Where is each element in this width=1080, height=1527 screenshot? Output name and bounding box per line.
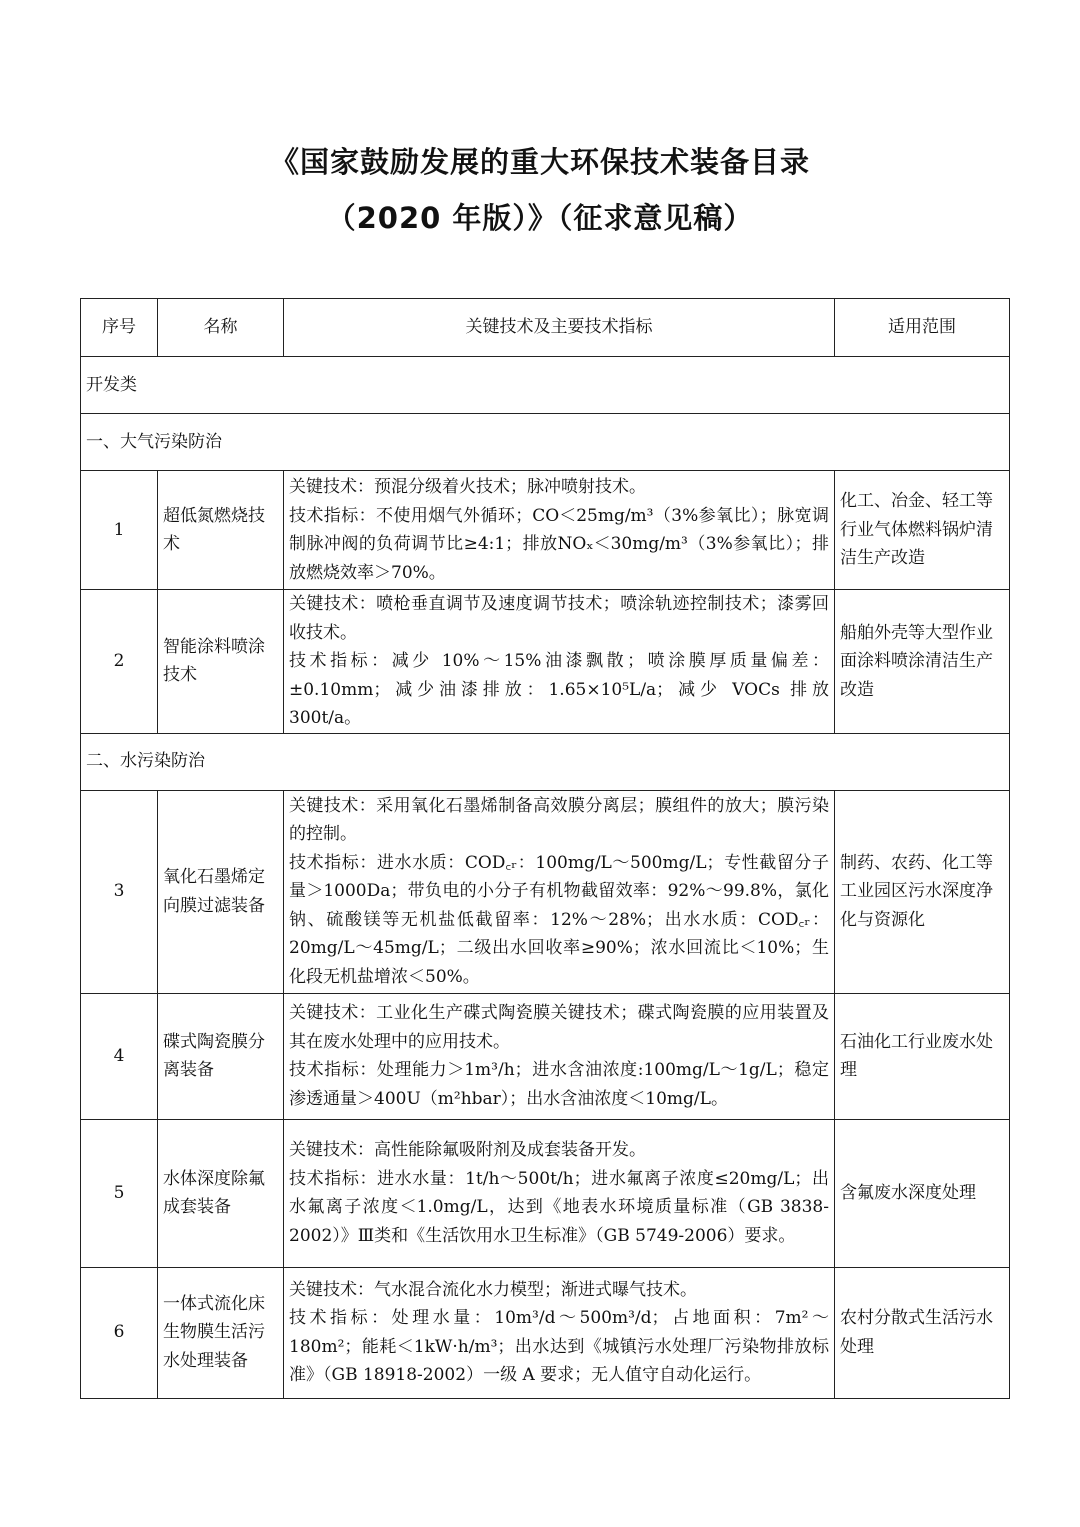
row-name: 氧化石墨烯定向膜过滤装备	[158, 790, 284, 993]
row-indicators: 技术指标：处理水量：10m³/d～500m³/d；占地面积：7m²～180m²；能耗＜1kW·h/m³；出水达到《城镇污水处理厂污染物排放标准》（GB 18918-2002）一级 A 要求；无人值守自动化运行。	[289, 1308, 829, 1385]
row-scope: 含氟废水深度处理	[835, 1119, 1010, 1267]
table-row	[81, 993, 1010, 1119]
row-seq: 6	[81, 1267, 158, 1398]
row-key-tech: 关键技术：采用氧化石墨烯制备高效膜分离层；膜组件的放大；膜污染的控制。	[289, 795, 829, 845]
section-label-water: 二、水污染防治	[81, 733, 1010, 790]
table-row	[81, 1119, 1010, 1267]
row-seq: 4	[81, 993, 158, 1119]
category-row	[81, 357, 1010, 414]
row-name: 水体深度除氟成套装备	[158, 1119, 284, 1267]
table-row	[81, 590, 1010, 734]
header-scope: 适用范围	[835, 299, 1010, 357]
row-key-tech: 关键技术：工业化生产碟式陶瓷膜关键技术；碟式陶瓷膜的应用装置及其在废水处理中的应用技术。	[289, 1003, 829, 1052]
row-name: 碟式陶瓷膜分离装备	[158, 993, 284, 1119]
document-title-line2: （2020 年版）》（征求意见稿）	[326, 201, 754, 235]
category-label: 开发类	[81, 357, 1010, 414]
row-tech	[284, 590, 835, 734]
row-tech	[284, 993, 835, 1119]
row-tech	[284, 1119, 835, 1267]
row-scope: 农村分散式生活污水处理	[835, 1267, 1010, 1398]
row-indicators: 技术指标：处理能力＞1m³/h；进水含油浓度:100mg/L～1g/L；稳定渗透通量＞400U（m²hbar）；出水含油浓度＜10mg/L。	[289, 1060, 829, 1109]
row-seq: 2	[81, 590, 158, 734]
row-seq: 5	[81, 1119, 158, 1267]
row-name: 一体式流化床生物膜生活污水处理装备	[158, 1267, 284, 1398]
table-row	[81, 790, 1010, 993]
row-indicators: 技术指标：进水水质：COD꜀ᵣ：100mg/L～500mg/L；专性截留分子量＞1000Da；带负电的小分子有机物截留效率：92%～99.8%，氯化钠、硫酸镁等无机盐低截留率：12%～28%；出水水质：COD꜀ᵣ：20mg/L～45mg/L；二级出水回收率≥90%；浓水回流比＜10%；生化段无机盐增浓＜50%。	[289, 852, 829, 987]
row-key-tech: 关键技术：气水混合流化水力模型；渐进式曝气技术。	[289, 1279, 697, 1300]
section-row-water	[81, 733, 1010, 790]
row-name: 智能涂料喷涂技术	[158, 590, 284, 734]
row-scope: 船舶外壳等大型作业面涂料喷涂清洁生产改造	[835, 590, 1010, 734]
row-indicators: 技术指标：不使用烟气外循环；CO＜25mg/m³（3%参氧比）；脉宽调制脉冲阀的负荷调节比≥4:1；排放NOₓ＜30mg/m³（3%参氧比）；排放燃烧效率＞70%。	[289, 505, 829, 583]
document-title-line1: 《国家鼓励发展的重大环保技术装备目录	[269, 145, 810, 179]
table-header-row	[81, 299, 1010, 357]
row-indicators: 技术指标：进水水量：1t/h～500t/h；进水氟离子浓度≤20mg/L；出水氟离子浓度＜1.0mg/L，达到《地表水环境质量标准（GB 3838-2002）》Ⅲ类和《生活饮用水卫生标准》（GB 5749-2006）要求。	[289, 1168, 829, 1246]
header-seq: 序号	[81, 299, 158, 357]
table-row	[81, 471, 1010, 590]
equipment-catalog-table	[80, 298, 1010, 1399]
row-scope: 化工、冶金、轻工等行业气体燃料锅炉清洁生产改造	[835, 471, 1010, 590]
row-seq: 3	[81, 790, 158, 993]
section-label-air: 一、大气污染防治	[81, 414, 1010, 471]
header-tech: 关键技术及主要技术指标	[284, 299, 835, 357]
header-name: 名称	[158, 299, 284, 357]
row-name: 超低氮燃烧技术	[158, 471, 284, 590]
row-key-tech: 关键技术：高性能除氟吸附剂及成套装备开发。	[289, 1140, 646, 1160]
row-key-tech: 关键技术：喷枪垂直调节及速度调节技术；喷涂轨迹控制技术；漆雾回收技术。	[289, 594, 829, 643]
row-key-tech: 关键技术：预混分级着火技术；脉冲喷射技术。	[289, 477, 646, 497]
table-row	[81, 1267, 1010, 1398]
row-indicators: 技术指标：减少 10%～15%油漆飘散；喷涂膜厚质量偏差：±0.10mm；减少油漆排放：1.65×10⁵L/a；减少 VOCs 排放 300t/a。	[289, 651, 829, 728]
row-seq: 1	[81, 471, 158, 590]
section-row-air	[81, 414, 1010, 471]
row-scope: 制药、农药、化工等工业园区污水深度净化与资源化	[835, 790, 1010, 993]
row-tech	[284, 1267, 835, 1398]
row-tech	[284, 790, 835, 993]
row-scope: 石油化工行业废水处理	[835, 993, 1010, 1119]
row-tech	[284, 471, 835, 590]
